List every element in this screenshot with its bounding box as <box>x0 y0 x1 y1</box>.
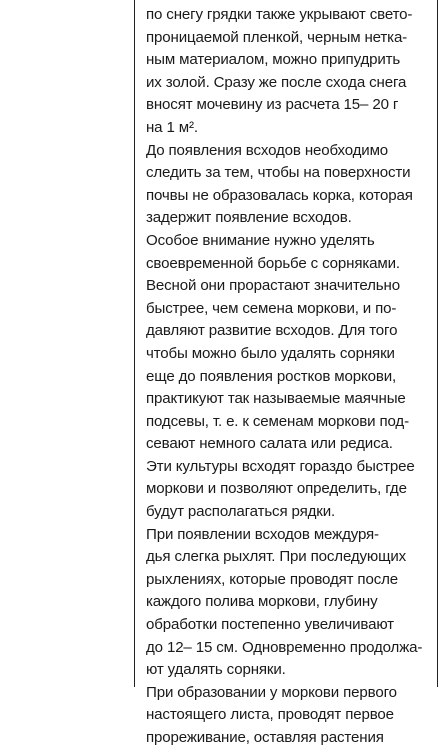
text-line: давляют развитие всходов. Для того <box>146 322 398 340</box>
text-line: еще до появления ростков моркови, <box>146 367 397 385</box>
table-left-column <box>0 0 135 687</box>
text-line: вносят мочевину из расчета 15– 20 г <box>146 96 399 114</box>
text-line: дья слегка рыхлят. При последующих <box>146 548 407 566</box>
text-line: ют удалять сорняки. <box>146 661 286 679</box>
text-line: их золой. Сразу же после схода снега <box>146 73 407 91</box>
text-line: проницаемой пленкой, черным нетка- <box>146 28 408 46</box>
text-line: При образовании у моркови первого <box>146 683 397 701</box>
text-line: До появления всходов необходимо <box>146 141 389 159</box>
text-line: ным материалом, можно припудрить <box>146 51 401 69</box>
text-line: почвы не образовалась корка, которая <box>146 186 413 204</box>
text-line: При появлении всходов междуря- <box>146 525 379 543</box>
text-line: обработки постепенно увеличивают <box>146 616 394 634</box>
text-line: быстрее, чем семена моркови, и по- <box>146 299 397 317</box>
text-line: до 12– 15 см. Одновременно продолжа- <box>146 638 423 656</box>
table-right-column <box>136 0 438 746</box>
body-text <box>146 4 441 750</box>
text-line: моркови и позволяют определить, где <box>146 480 407 498</box>
text-line: прореживание, оставляя растения <box>146 729 384 746</box>
text-line: следить за тем, чтобы на поверхности <box>146 164 411 182</box>
text-line: севают немного салата или редиса. <box>146 435 393 453</box>
text-line: задержит появление всходов. <box>146 209 352 227</box>
text-line: рыхлениях, которые проводят после <box>146 570 398 588</box>
text-line: своевременной борьбе с сорняками. <box>146 254 400 272</box>
text-line: чтобы можно было удалять сорняки <box>146 344 395 362</box>
text-line: на 1 м². <box>146 118 198 136</box>
text-line: по снегу грядки также укрывают свето- <box>146 6 413 23</box>
text-line: подсевы, т. е. к семенам моркови под- <box>146 412 409 430</box>
text-line: каждого полива моркови, глубину <box>146 593 378 611</box>
text-line: Весной они прорастают значительно <box>146 277 400 295</box>
text-line: практикуют так называемые маячные <box>146 390 406 408</box>
text-line: Особое внимание нужно уделять <box>146 231 375 249</box>
text-line: Эти культуры всходят гораздо быстрее <box>146 457 415 475</box>
text-line: будут располагаться рядки. <box>146 503 336 521</box>
text-line: настоящего листа, проводят первое <box>146 706 394 724</box>
